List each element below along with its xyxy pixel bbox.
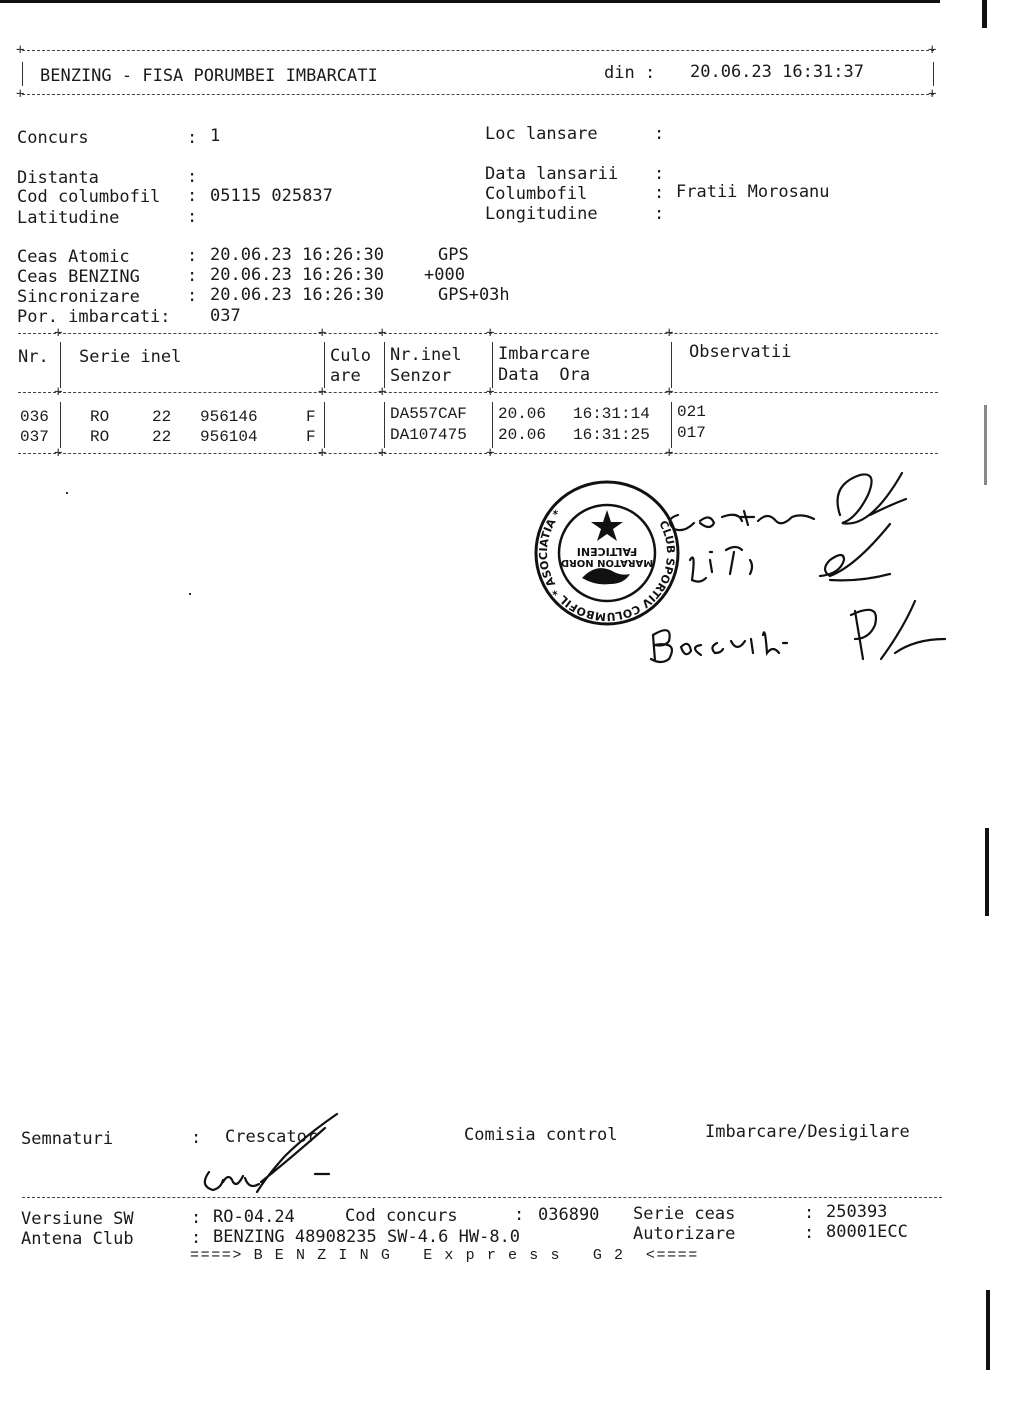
antena-value: BENZING 48908235 SW-4.6 HW-8.0 [213,1227,521,1247]
sincronizare-value: 20.06.23 16:26:30 [210,285,384,305]
imbarcare-desigilare-label: Imbarcare/Desigilare [705,1122,910,1142]
comisia-label: Comisia control [464,1125,618,1145]
date-label: din : [604,63,656,83]
colon: : [514,1205,525,1225]
scan-mark-2 [984,405,987,485]
table-bottom-rule [18,453,938,454]
cell-sensor: DA557CAF [390,405,467,423]
cod-concurs-label: Cod concurs [345,1206,458,1226]
scan-edge-top [0,0,940,3]
scan-mark-1 [982,0,987,28]
cod-concurs-value: 036890 [538,1205,600,1225]
col-header-culoare-2: are [330,366,361,386]
versiune-value: RO-04.24 [213,1207,295,1227]
cell-country: RO [90,428,110,446]
distanta-label: Distanta [17,168,99,188]
ceas-benzing-note: +000 [424,265,465,285]
colon: : [187,246,198,266]
colon: : [187,207,198,227]
ceas-atomic-note: GPS [438,245,469,265]
colon: : [804,1203,815,1223]
cell-ring: 956104 [200,428,258,446]
colon: : [187,186,198,206]
cell-year: 22 [152,408,172,426]
colon: : [191,1228,202,1248]
loc-lansare-label: Loc lansare [485,124,598,144]
col-header-nr-inel: Nr.inel [390,345,462,365]
col-header-culoare-1: Culo [330,346,371,366]
crescator-label: Crescator [225,1127,318,1147]
date-value: 20.06.23 16:31:37 [690,62,864,82]
cell-year: 22 [152,428,172,446]
colon: : [654,124,665,144]
brand-line: ====> B E N Z I N G E x p r e s s G 2 <==== [190,1247,699,1264]
cell-sex: F [306,408,316,426]
colon: : [187,286,198,306]
table-top-rule [18,333,938,334]
col-header-senzor: Senzor [390,366,452,386]
cell-obs: 021 [677,403,706,421]
table-header-rule [18,392,938,393]
cell-country: RO [90,408,110,426]
columbofil-label: Columbofil [485,184,588,204]
ceas-atomic-label: Ceas Atomic [17,247,130,267]
longitudine-label: Longitudine [485,204,598,224]
cell-date: 20.06 [498,426,547,444]
signature-boscutai [645,595,955,675]
versiune-label: Versiune SW [21,1209,134,1229]
col-header-data-ora: Data Ora [498,365,591,385]
autorizare-label: Autorizare [633,1224,736,1244]
concurs-label: Concurs [17,128,89,148]
speck [189,593,191,595]
serie-ceas-value: 250393 [826,1202,888,1222]
colon: : [187,266,198,286]
colon: : [187,128,198,148]
footer-rule [22,1197,942,1198]
cod-columbofil-value: 05115 025837 [210,186,333,206]
cod-columbofil-label: Cod columbofil [17,187,161,207]
cell-sex: F [306,428,316,446]
cell-time: 16:31:14 [573,405,650,423]
svg-text:MARATON NORD: MARATON NORD [560,557,654,568]
cell-ring: 956146 [200,408,258,426]
colon: : [654,183,665,203]
data-lansarii-label: Data lansarii [485,164,619,184]
colon: : [804,1223,815,1243]
speck [66,492,68,494]
sincronizare-label: Sincronizare [17,287,140,307]
col-header-observatii: Observatii [689,342,792,362]
cell-obs: 017 [677,424,706,442]
cell-time: 16:31:25 [573,426,650,444]
columbofil-value: Fratii Morosanu [676,182,830,202]
cell-sensor: DA107475 [390,426,467,444]
col-header-nr: Nr. [18,347,49,367]
scan-mark-3 [985,828,989,916]
colon: : [654,164,665,184]
signature-lita [680,520,910,600]
por-imbarcati-label: Por. imbarcati: [17,307,171,327]
cell-date: 20.06 [498,405,547,423]
svg-text:FALTICENI: FALTICENI [576,545,638,558]
concurs-value: 1 [210,126,221,146]
svg-text:CLUB SPORTIV COLUMBOFIL * ASOC: CLUB SPORTIV COLUMBOFIL * ASOCIATIA * [536,507,678,624]
ceas-benzing-value: 20.06.23 16:26:30 [210,265,384,285]
colon: : [187,167,198,187]
cell-nr: 037 [20,428,49,446]
ceas-benzing-label: Ceas BENZING [17,267,140,287]
sincronizare-note: GPS+03h [438,285,510,305]
antena-label: Antena Club [21,1229,134,1249]
ceas-atomic-value: 20.06.23 16:26:30 [210,245,384,265]
colon: : [191,1128,202,1148]
colon: : [654,204,665,224]
semnaturi-label: Semnaturi [21,1129,114,1149]
page-title: BENZING - FISA PORUMBEI IMBARCATI [40,66,378,86]
signature-crescator [195,1112,355,1197]
col-header-serie-inel: Serie inel [79,347,182,367]
autorizare-value: 80001ECC [826,1222,908,1242]
latitudine-label: Latitudine [17,208,120,228]
serie-ceas-label: Serie ceas [633,1204,736,1224]
scan-mark-4 [986,1290,990,1370]
colon: : [191,1208,202,1228]
cell-nr: 036 [20,408,49,426]
por-imbarcati-value: 037 [210,306,241,326]
col-header-imbarcare: Imbarcare [498,344,591,364]
